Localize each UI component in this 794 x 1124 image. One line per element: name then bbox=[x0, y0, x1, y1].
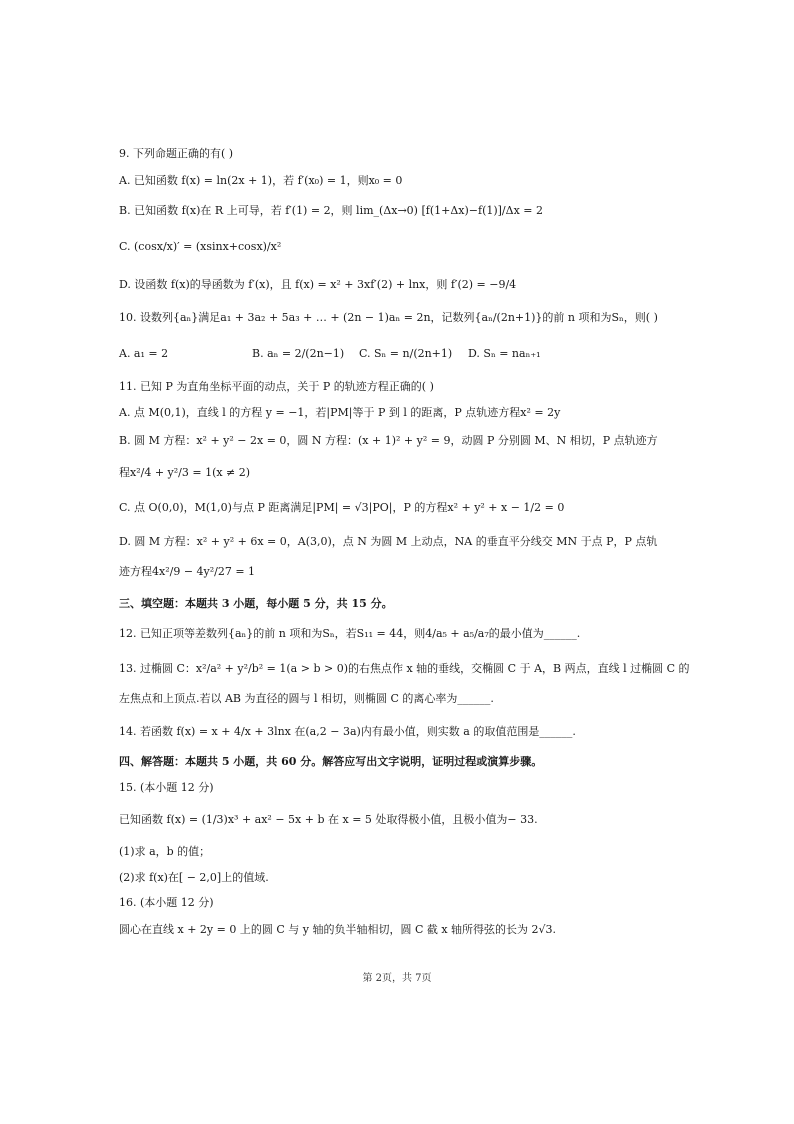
q9-option-d: D. 设函数 f(x)的导函数为 f′(x)，且 f(x) = x² + 3xf′(2) + lnx，则 f′(2) = −9/4 bbox=[119, 278, 517, 291]
page-footer: 第 2页，共 7页 bbox=[362, 973, 432, 984]
q9-stem: 9. 下列命题正确的有( ) bbox=[119, 147, 234, 160]
q15-head: 15. (本小题 12 分) bbox=[119, 781, 214, 794]
q10-stem: 10. 设数列{aₙ}满足a₁ + 3a₂ + 5a₃ + … + (2n − 1)aₙ = 2n，记数列{aₙ/(2n+1)}的前 n 项和为Sₙ，则( ) bbox=[119, 311, 658, 324]
q9-option-c: C. (cosx/x)′ = (xsinx+cosx)/x² bbox=[119, 240, 282, 253]
q11-option-d-line1: D. 圆 M 方程：x² + y² + 6x = 0，A(3,0)，点 N 为圆 M 上动点，NA 的垂直平分线交 MN 于点 P，P 点轨 bbox=[119, 535, 658, 548]
q11-option-a: A. 点 M(0,1)，直线 l 的方程 y = −1，若|PM|等于 P 到 l 的距离，P 点轨迹方程x² = 2y bbox=[119, 406, 561, 419]
q11-stem: 11. 已知 P 为直角坐标平面的动点，关于 P 的轨迹方程正确的( ) bbox=[119, 380, 434, 393]
q10-option-a: A. a₁ = 2 bbox=[119, 347, 169, 360]
q12: 12. 已知正项等差数列{aₙ}的前 n 项和为Sₙ，若S₁₁ = 44，则4/a₅ + a₅/a₇的最小值为______. bbox=[119, 627, 581, 640]
q10-option-c: C. Sₙ = n/(2n+1) bbox=[359, 347, 453, 360]
q10-option-d: D. Sₙ = naₙ₊₁ bbox=[468, 347, 541, 360]
q11-option-c: C. 点 O(0,0)，M(1,0)与点 P 距离满足|PM| = √3|PO|，P 的方程x² + y² + x − 1/2 = 0 bbox=[119, 501, 565, 514]
q15-part2: (2)求 f(x)在[ − 2,0]上的值域. bbox=[119, 871, 269, 884]
section-4-heading: 四、解答题：本题共 5 小题，共 60 分。解答应写出文字说明，证明过程或演算步骤。 bbox=[119, 755, 543, 768]
q9-option-b: B. 已知函数 f(x)在 R 上可导，若 f′(1) = 2，则 lim_(Δx→0) [f(1+Δx)−f(1)]/Δx = 2 bbox=[119, 204, 543, 217]
section-3-heading: 三、填空题：本题共 3 小题，每小题 5 分，共 15 分。 bbox=[119, 597, 393, 610]
q13-line2: 左焦点和上顶点.若以 AB 为直径的圆与 l 相切，则椭圆 C 的离心率为______. bbox=[119, 692, 494, 705]
q11-option-d-line2: 迹方程4x²/9 − 4y²/27 = 1 bbox=[119, 565, 256, 578]
q11-option-b-line2: 程x²/4 + y²/3 = 1(x ≠ 2) bbox=[119, 466, 251, 479]
q10-options bbox=[119, 345, 684, 363]
q16-body: 圆心在直线 x + 2y = 0 上的圆 C 与 y 轴的负半轴相切，圆 C 截 x 轴所得弦的长为 2√3. bbox=[119, 923, 557, 936]
q13-line1: 13. 过椭圆 C：x²/a² + y²/b² = 1(a > b > 0)的右焦点作 x 轴的垂线，交椭圆 C 于 A，B 两点，直线 l 过椭圆 C 的 bbox=[119, 662, 690, 675]
q15-part1: (1)求 a，b 的值； bbox=[119, 845, 211, 858]
q10-option-b: B. aₙ = 2/(2n−1) bbox=[252, 347, 345, 360]
q11-option-b-line1: B. 圆 M 方程：x² + y² − 2x = 0，圆 N 方程：(x + 1)² + y² = 9，动圆 P 分别圆 M、N 相切，P 点轨迹方 bbox=[119, 434, 658, 447]
q9-option-a: A. 已知函数 f(x) = ln(2x + 1)，若 f′(x₀) = 1，则x₀ = 0 bbox=[119, 174, 403, 187]
q15-body: 已知函数 f(x) = (1/3)x³ + ax² − 5x + b 在 x = 5 处取得极小值，且极小值为− 33. bbox=[119, 813, 538, 826]
q14: 14. 若函数 f(x) = x + 4/x + 3lnx 在(a,2 − 3a)内有最小值，则实数 a 的取值范围是______. bbox=[119, 725, 576, 738]
q16-head: 16. (本小题 12 分) bbox=[119, 896, 214, 909]
